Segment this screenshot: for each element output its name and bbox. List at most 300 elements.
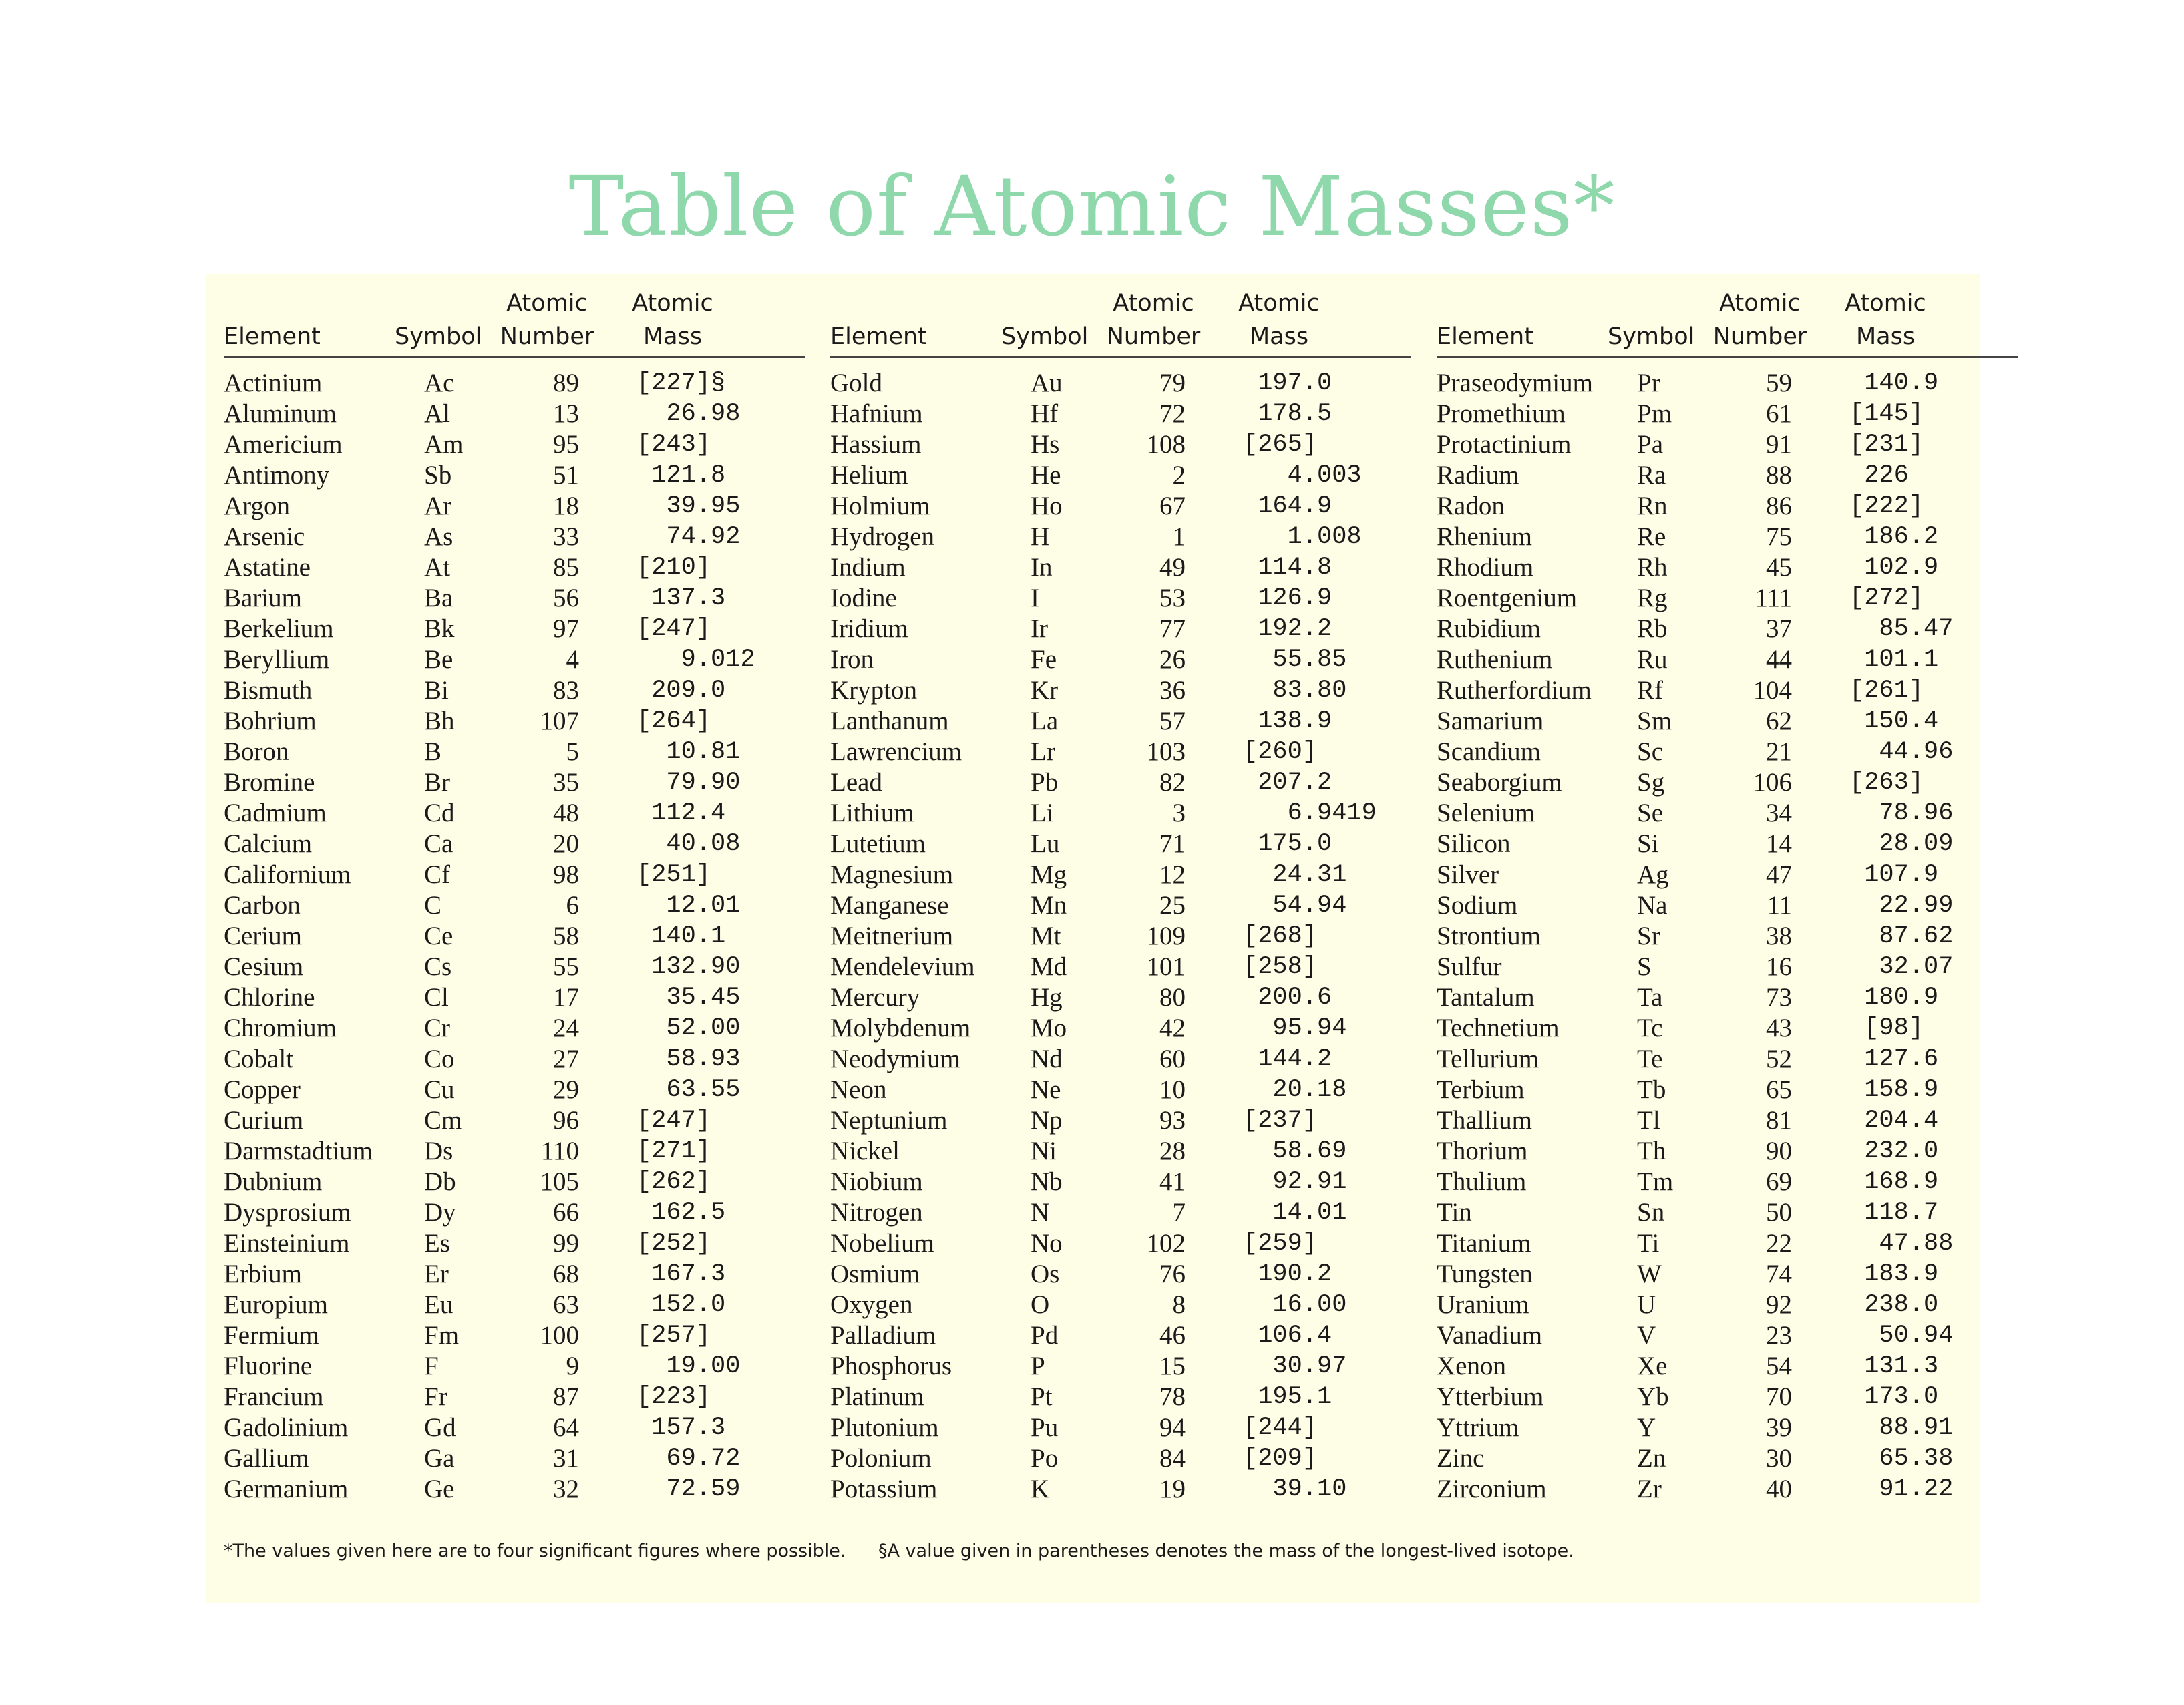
element-name: Thulium xyxy=(1437,1167,1527,1196)
atomic-number: 111 xyxy=(1755,584,1792,612)
atomic-mass: 197.0 xyxy=(1243,369,1332,397)
atomic-mass: 69.72 xyxy=(636,1445,741,1473)
table-row xyxy=(224,1136,805,1167)
atomic-number: 88 xyxy=(1766,461,1792,490)
element-symbol: Pu xyxy=(1031,1413,1059,1442)
element-name: Oxygen xyxy=(830,1290,913,1319)
atomic-mass: 162.5 xyxy=(636,1199,726,1227)
element-symbol: Li xyxy=(1031,799,1054,827)
element-name: Astatine xyxy=(224,553,311,582)
element-symbol: Fr xyxy=(424,1382,447,1411)
atomic-number: 14 xyxy=(1766,829,1792,858)
table-row xyxy=(224,583,805,614)
atomic-mass: 28.09 xyxy=(1849,830,1954,858)
atomic-mass: [145] xyxy=(1849,400,1924,428)
element-name: Bohrium xyxy=(224,707,317,735)
element-symbol: Se xyxy=(1637,799,1663,827)
table-row xyxy=(1437,1013,2018,1044)
atomic-mass: 95.94 xyxy=(1243,1014,1347,1043)
table-row xyxy=(830,399,1411,429)
table-row xyxy=(1437,1136,2018,1167)
element-name: Palladium xyxy=(830,1321,936,1350)
element-name: Gadolinium xyxy=(224,1413,349,1442)
table-row xyxy=(1437,798,2018,829)
table-row xyxy=(830,1136,1411,1167)
atomic-mass: 22.99 xyxy=(1849,892,1954,920)
table-row xyxy=(224,1075,805,1105)
element-symbol: F xyxy=(424,1352,439,1380)
table-row xyxy=(830,1013,1411,1044)
element-symbol: Yb xyxy=(1637,1382,1669,1411)
table-row xyxy=(224,491,805,522)
element-symbol: Nd xyxy=(1031,1045,1063,1073)
table-row xyxy=(224,460,805,491)
element-symbol: Ce xyxy=(424,922,453,950)
element-symbol: He xyxy=(1031,461,1061,490)
atomic-number: 110 xyxy=(540,1137,579,1165)
table-row xyxy=(224,767,805,798)
table-row xyxy=(830,982,1411,1013)
atomic-mass: 190.2 xyxy=(1243,1260,1332,1288)
table-row xyxy=(1437,1228,2018,1259)
table-row xyxy=(830,460,1411,491)
header-symbol: Symbol xyxy=(1001,323,1089,350)
atomic-mass: 178.5 xyxy=(1243,400,1332,428)
element-symbol: Fe xyxy=(1031,645,1057,674)
atomic-number: 53 xyxy=(1159,584,1186,612)
element-name: Iron xyxy=(830,645,874,674)
element-name: Iodine xyxy=(830,584,897,612)
element-name: Roentgenium xyxy=(1437,584,1578,612)
table-block-2 xyxy=(830,287,1411,1505)
atomic-mass: 195.1 xyxy=(1243,1383,1332,1411)
header-atomic-mass: Mass xyxy=(1855,323,1916,350)
atomic-mass: 74.92 xyxy=(636,523,741,551)
table-row xyxy=(224,552,805,583)
atomic-mass: 131.3 xyxy=(1849,1352,1939,1380)
element-name: Molybdenum xyxy=(830,1014,971,1043)
element-name: Strontium xyxy=(1437,922,1541,950)
element-symbol: Hf xyxy=(1031,399,1059,428)
element-name: Vanadium xyxy=(1437,1321,1543,1350)
element-symbol: Ra xyxy=(1637,461,1666,490)
atomic-mass: 209.0 xyxy=(636,677,726,705)
table-row xyxy=(1437,1443,2018,1474)
element-symbol: Ru xyxy=(1637,645,1668,674)
table-row xyxy=(1437,952,2018,982)
element-name: Germanium xyxy=(224,1475,349,1503)
element-symbol: I xyxy=(1031,584,1039,612)
table-row xyxy=(224,860,805,890)
element-name: Cerium xyxy=(224,922,302,950)
atomic-mass: 12.01 xyxy=(636,892,741,920)
atomic-mass: 63.55 xyxy=(636,1076,741,1104)
atomic-number: 49 xyxy=(1159,553,1186,582)
element-symbol: Y xyxy=(1637,1413,1656,1442)
element-name: Lawrencium xyxy=(830,737,962,766)
element-symbol: Ar xyxy=(424,492,452,520)
table-row xyxy=(224,890,805,921)
table-row xyxy=(1437,675,2018,706)
element-symbol: Lu xyxy=(1031,829,1060,858)
atomic-number: 42 xyxy=(1159,1014,1186,1043)
element-name: Seaborgium xyxy=(1437,768,1562,797)
table-row xyxy=(1437,460,2018,491)
table-row xyxy=(830,644,1411,675)
element-name: Curium xyxy=(224,1106,304,1135)
table-row xyxy=(830,1105,1411,1136)
atomic-mass: 50.94 xyxy=(1849,1322,1954,1350)
element-symbol: In xyxy=(1031,553,1053,582)
atomic-number: 84 xyxy=(1159,1444,1186,1473)
table-row xyxy=(1437,429,2018,460)
atomic-number: 27 xyxy=(553,1045,579,1073)
atomic-number: 78 xyxy=(1159,1382,1186,1411)
element-symbol: Cm xyxy=(424,1106,462,1135)
element-symbol: B xyxy=(424,737,442,766)
table-row xyxy=(1437,829,2018,860)
table-row xyxy=(224,1412,805,1443)
table-row xyxy=(1437,644,2018,675)
table-row xyxy=(830,1290,1411,1320)
atomic-number: 57 xyxy=(1159,707,1186,735)
atomic-number: 101 xyxy=(1146,952,1186,981)
table-row xyxy=(830,829,1411,860)
atomic-mass: 78.96 xyxy=(1849,799,1954,827)
atomic-number: 89 xyxy=(553,369,579,397)
atomic-number: 77 xyxy=(1159,614,1186,643)
element-name: Nitrogen xyxy=(830,1198,923,1227)
element-symbol: Ge xyxy=(424,1475,455,1503)
element-name: Chlorine xyxy=(224,983,315,1012)
element-name: Arsenic xyxy=(224,522,305,551)
element-symbol: Br xyxy=(424,768,450,797)
table-row xyxy=(224,952,805,982)
atomic-mass: 175.0 xyxy=(1243,830,1332,858)
element-symbol: Zr xyxy=(1637,1475,1662,1503)
element-name: Zinc xyxy=(1437,1444,1485,1473)
atomic-number: 80 xyxy=(1159,983,1186,1012)
atomic-number: 41 xyxy=(1159,1167,1186,1196)
element-name: Neodymium xyxy=(830,1045,960,1073)
table-row xyxy=(1437,1320,2018,1351)
atomic-number: 5 xyxy=(566,737,579,766)
atomic-number: 76 xyxy=(1159,1260,1186,1288)
atomic-mass: 1.008 xyxy=(1243,523,1362,551)
atomic-mass: 85.47 xyxy=(1849,615,1954,643)
atomic-mass: [247] xyxy=(636,615,711,643)
element-name: Ytterbium xyxy=(1437,1382,1544,1411)
atomic-mass: 107.9 xyxy=(1849,861,1939,889)
table-row xyxy=(830,952,1411,982)
atomic-mass: 158.9 xyxy=(1849,1076,1939,1104)
atomic-mass: 102.9 xyxy=(1849,554,1939,582)
element-symbol: Rg xyxy=(1637,584,1668,612)
atomic-mass: 226 xyxy=(1849,461,1909,490)
table-row xyxy=(830,1320,1411,1351)
element-symbol: Nb xyxy=(1031,1167,1063,1196)
table-row xyxy=(830,368,1411,399)
element-name: Thallium xyxy=(1437,1106,1532,1135)
element-name: Gallium xyxy=(224,1444,309,1473)
table-row xyxy=(830,675,1411,706)
table-row xyxy=(1437,1105,2018,1136)
header-atomic-number-top: Atomic xyxy=(506,290,588,317)
atomic-mass: 87.62 xyxy=(1849,922,1954,950)
atomic-mass: 30.97 xyxy=(1243,1352,1347,1380)
table-body xyxy=(830,368,1411,1505)
atomic-mass: 140.9 xyxy=(1849,369,1939,397)
table-row xyxy=(830,614,1411,644)
atomic-number: 73 xyxy=(1766,983,1792,1012)
element-name: Mendelevium xyxy=(830,952,975,981)
atomic-mass: 39.10 xyxy=(1243,1475,1347,1503)
atomic-mass: [247] xyxy=(636,1107,711,1135)
table-row xyxy=(1437,890,2018,921)
element-name: Neptunium xyxy=(830,1106,948,1135)
atomic-mass: 200.6 xyxy=(1243,984,1332,1012)
table-row xyxy=(224,1044,805,1075)
atomic-mass: 79.90 xyxy=(636,769,741,797)
element-symbol: Tm xyxy=(1637,1167,1674,1196)
atomic-number: 66 xyxy=(553,1198,579,1227)
table-row xyxy=(830,767,1411,798)
atomic-number: 10 xyxy=(1159,1075,1186,1104)
table-row xyxy=(1437,1474,2018,1505)
table-row xyxy=(1437,491,2018,522)
header-element: Element xyxy=(830,323,927,350)
element-symbol: Cr xyxy=(424,1014,450,1043)
element-symbol: Er xyxy=(424,1260,449,1288)
table-row xyxy=(224,1197,805,1228)
atomic-mass: 140.1 xyxy=(636,922,726,950)
atomic-number: 56 xyxy=(553,584,579,612)
element-name: Rhodium xyxy=(1437,553,1534,582)
element-name: Phosphorus xyxy=(830,1352,952,1380)
atomic-number: 99 xyxy=(553,1229,579,1258)
table-row xyxy=(224,1167,805,1197)
atomic-mass: 167.3 xyxy=(636,1260,726,1288)
atomic-mass: 144.2 xyxy=(1243,1045,1332,1073)
atomic-number: 44 xyxy=(1766,645,1792,674)
atomic-number: 102 xyxy=(1146,1229,1186,1258)
atomic-number: 50 xyxy=(1766,1198,1792,1227)
element-symbol: Mg xyxy=(1031,860,1067,889)
table-row xyxy=(224,522,805,552)
atomic-number: 4 xyxy=(566,645,579,674)
table-row xyxy=(830,1351,1411,1382)
element-name: Promethium xyxy=(1437,399,1566,428)
atomic-number: 9 xyxy=(566,1352,579,1380)
element-name: Einsteinium xyxy=(224,1229,350,1258)
element-name: Chromium xyxy=(224,1014,337,1043)
element-name: Magnesium xyxy=(830,860,954,889)
atomic-number: 96 xyxy=(553,1106,579,1135)
atomic-mass: [257] xyxy=(636,1322,711,1350)
atomic-number: 75 xyxy=(1766,522,1792,551)
element-name: Calcium xyxy=(224,829,313,858)
atomic-number: 83 xyxy=(553,676,579,705)
element-name: Argon xyxy=(224,492,290,520)
header-symbol: Symbol xyxy=(395,323,482,350)
table-row xyxy=(224,1228,805,1259)
element-name: Fermium xyxy=(224,1321,319,1350)
atomic-number: 97 xyxy=(553,614,579,643)
atomic-number: 74 xyxy=(1766,1260,1792,1288)
atomic-mass: [210] xyxy=(636,554,711,582)
element-name: Tungsten xyxy=(1437,1260,1533,1288)
atomic-number: 7 xyxy=(1172,1198,1186,1227)
table-row xyxy=(1437,1412,2018,1443)
element-symbol: Ac xyxy=(424,369,455,397)
table-row xyxy=(1437,368,2018,399)
atomic-mass: 88.91 xyxy=(1849,1414,1954,1442)
table-row xyxy=(1437,860,2018,890)
atomic-mass: 121.8 xyxy=(636,461,726,490)
element-symbol: Re xyxy=(1637,522,1666,551)
table-row xyxy=(830,522,1411,552)
element-symbol: Ir xyxy=(1031,614,1048,643)
element-name: Selenium xyxy=(1437,799,1535,827)
atomic-mass: 152.0 xyxy=(636,1291,726,1319)
table-row xyxy=(830,583,1411,614)
table-row xyxy=(830,1474,1411,1505)
atomic-number: 3 xyxy=(1172,799,1186,827)
atomic-mass: 157.3 xyxy=(636,1414,726,1442)
table-row xyxy=(224,1443,805,1474)
element-name: Rubidium xyxy=(1437,614,1541,643)
atomic-mass: 26.98 xyxy=(636,400,741,428)
element-name: Hydrogen xyxy=(830,522,934,551)
atomic-mass: [251] xyxy=(636,861,711,889)
element-name: Thorium xyxy=(1437,1137,1528,1165)
atomic-number: 39 xyxy=(1766,1413,1792,1442)
table-body xyxy=(224,368,805,1505)
atomic-number: 82 xyxy=(1159,768,1186,797)
table-row xyxy=(224,1259,805,1290)
element-name: Silicon xyxy=(1437,829,1511,858)
atomic-mass: [272] xyxy=(1849,584,1924,612)
element-name: Californium xyxy=(224,860,351,889)
atomic-number: 105 xyxy=(540,1167,579,1196)
atomic-number: 95 xyxy=(553,430,579,459)
atomic-mass: [262] xyxy=(636,1168,711,1196)
atomic-mass: 232.0 xyxy=(1849,1137,1939,1165)
atomic-number: 30 xyxy=(1766,1444,1792,1473)
element-symbol: At xyxy=(424,553,450,582)
atomic-mass: 65.38 xyxy=(1849,1445,1954,1473)
element-symbol: Cs xyxy=(424,952,452,981)
atomic-mass: 126.9 xyxy=(1243,584,1332,612)
atomic-mass: 40.08 xyxy=(636,830,741,858)
atomic-mass: 55.85 xyxy=(1243,646,1347,674)
element-symbol: Cf xyxy=(424,860,450,889)
element-symbol: Sm xyxy=(1637,707,1672,735)
element-name: Praseodymium xyxy=(1437,369,1593,397)
element-name: Iridium xyxy=(830,614,908,643)
atomic-mass: [261] xyxy=(1849,677,1924,705)
atomic-mass: 150.4 xyxy=(1849,707,1939,735)
atomic-mass: 20.18 xyxy=(1243,1076,1347,1104)
element-name: Gold xyxy=(830,369,882,397)
element-name: Silver xyxy=(1437,860,1499,889)
atomic-number: 12 xyxy=(1159,860,1186,889)
page-title: Table of Atomic Masses* xyxy=(568,159,1616,255)
element-symbol: Ca xyxy=(424,829,453,858)
table-row xyxy=(1437,522,2018,552)
element-name: Holmium xyxy=(830,492,930,520)
atomic-number: 28 xyxy=(1159,1137,1186,1165)
atomic-mass: 52.00 xyxy=(636,1014,741,1043)
element-symbol: Sc xyxy=(1637,737,1663,766)
atomic-mass: 112.4 xyxy=(636,799,726,827)
element-name: Technetium xyxy=(1437,1014,1560,1043)
atomic-mass: 192.2 xyxy=(1243,615,1332,643)
element-name: Radon xyxy=(1437,492,1505,520)
element-name: Zirconium xyxy=(1437,1475,1547,1503)
element-name: Titanium xyxy=(1437,1229,1531,1258)
element-symbol: Rf xyxy=(1637,676,1663,705)
atomic-number: 93 xyxy=(1159,1106,1186,1135)
atomic-mass: 9.012 xyxy=(636,646,755,674)
table-row xyxy=(224,921,805,952)
element-symbol: Hs xyxy=(1031,430,1060,459)
element-symbol: U xyxy=(1637,1290,1656,1319)
element-name: Sulfur xyxy=(1437,952,1502,981)
header-atomic-number: Number xyxy=(1106,323,1201,350)
atomic-number: 60 xyxy=(1159,1045,1186,1073)
table-row xyxy=(1437,1075,2018,1105)
table-row xyxy=(830,552,1411,583)
table-row xyxy=(830,921,1411,952)
element-symbol: Fm xyxy=(424,1321,460,1350)
table-block-3 xyxy=(1437,287,2018,1505)
atomic-mass: [243] xyxy=(636,431,711,459)
table-row xyxy=(830,1044,1411,1075)
element-symbol: Ba xyxy=(424,584,453,612)
element-symbol: Ds xyxy=(424,1137,453,1165)
element-name: Lanthanum xyxy=(830,707,949,735)
element-symbol: Rb xyxy=(1637,614,1668,643)
atomic-number: 29 xyxy=(553,1075,579,1104)
element-symbol: Kr xyxy=(1031,676,1059,705)
element-symbol: Db xyxy=(424,1167,456,1196)
atomic-number: 103 xyxy=(1146,737,1186,766)
element-symbol: La xyxy=(1031,707,1059,735)
atomic-number: 48 xyxy=(553,799,579,827)
table-row xyxy=(224,614,805,644)
atomic-mass: 10.81 xyxy=(636,738,741,766)
atomic-mass: 24.31 xyxy=(1243,861,1347,889)
element-symbol: Cl xyxy=(424,983,449,1012)
element-symbol: Md xyxy=(1031,952,1067,981)
table-row xyxy=(1437,1351,2018,1382)
element-symbol: Bh xyxy=(424,707,455,735)
element-name: Bismuth xyxy=(224,676,313,705)
atomic-number: 36 xyxy=(1159,676,1186,705)
atomic-number: 62 xyxy=(1766,707,1792,735)
element-name: Aluminum xyxy=(224,399,337,428)
element-name: Manganese xyxy=(830,891,949,920)
element-symbol: K xyxy=(1031,1475,1050,1503)
element-symbol: Cu xyxy=(424,1075,455,1104)
element-symbol: Pr xyxy=(1637,369,1660,397)
element-symbol: N xyxy=(1031,1198,1050,1227)
table-row xyxy=(830,1197,1411,1228)
atomic-mass: 118.7 xyxy=(1849,1199,1939,1227)
atomic-mass: [265] xyxy=(1243,431,1318,459)
element-symbol: Rn xyxy=(1637,492,1668,520)
